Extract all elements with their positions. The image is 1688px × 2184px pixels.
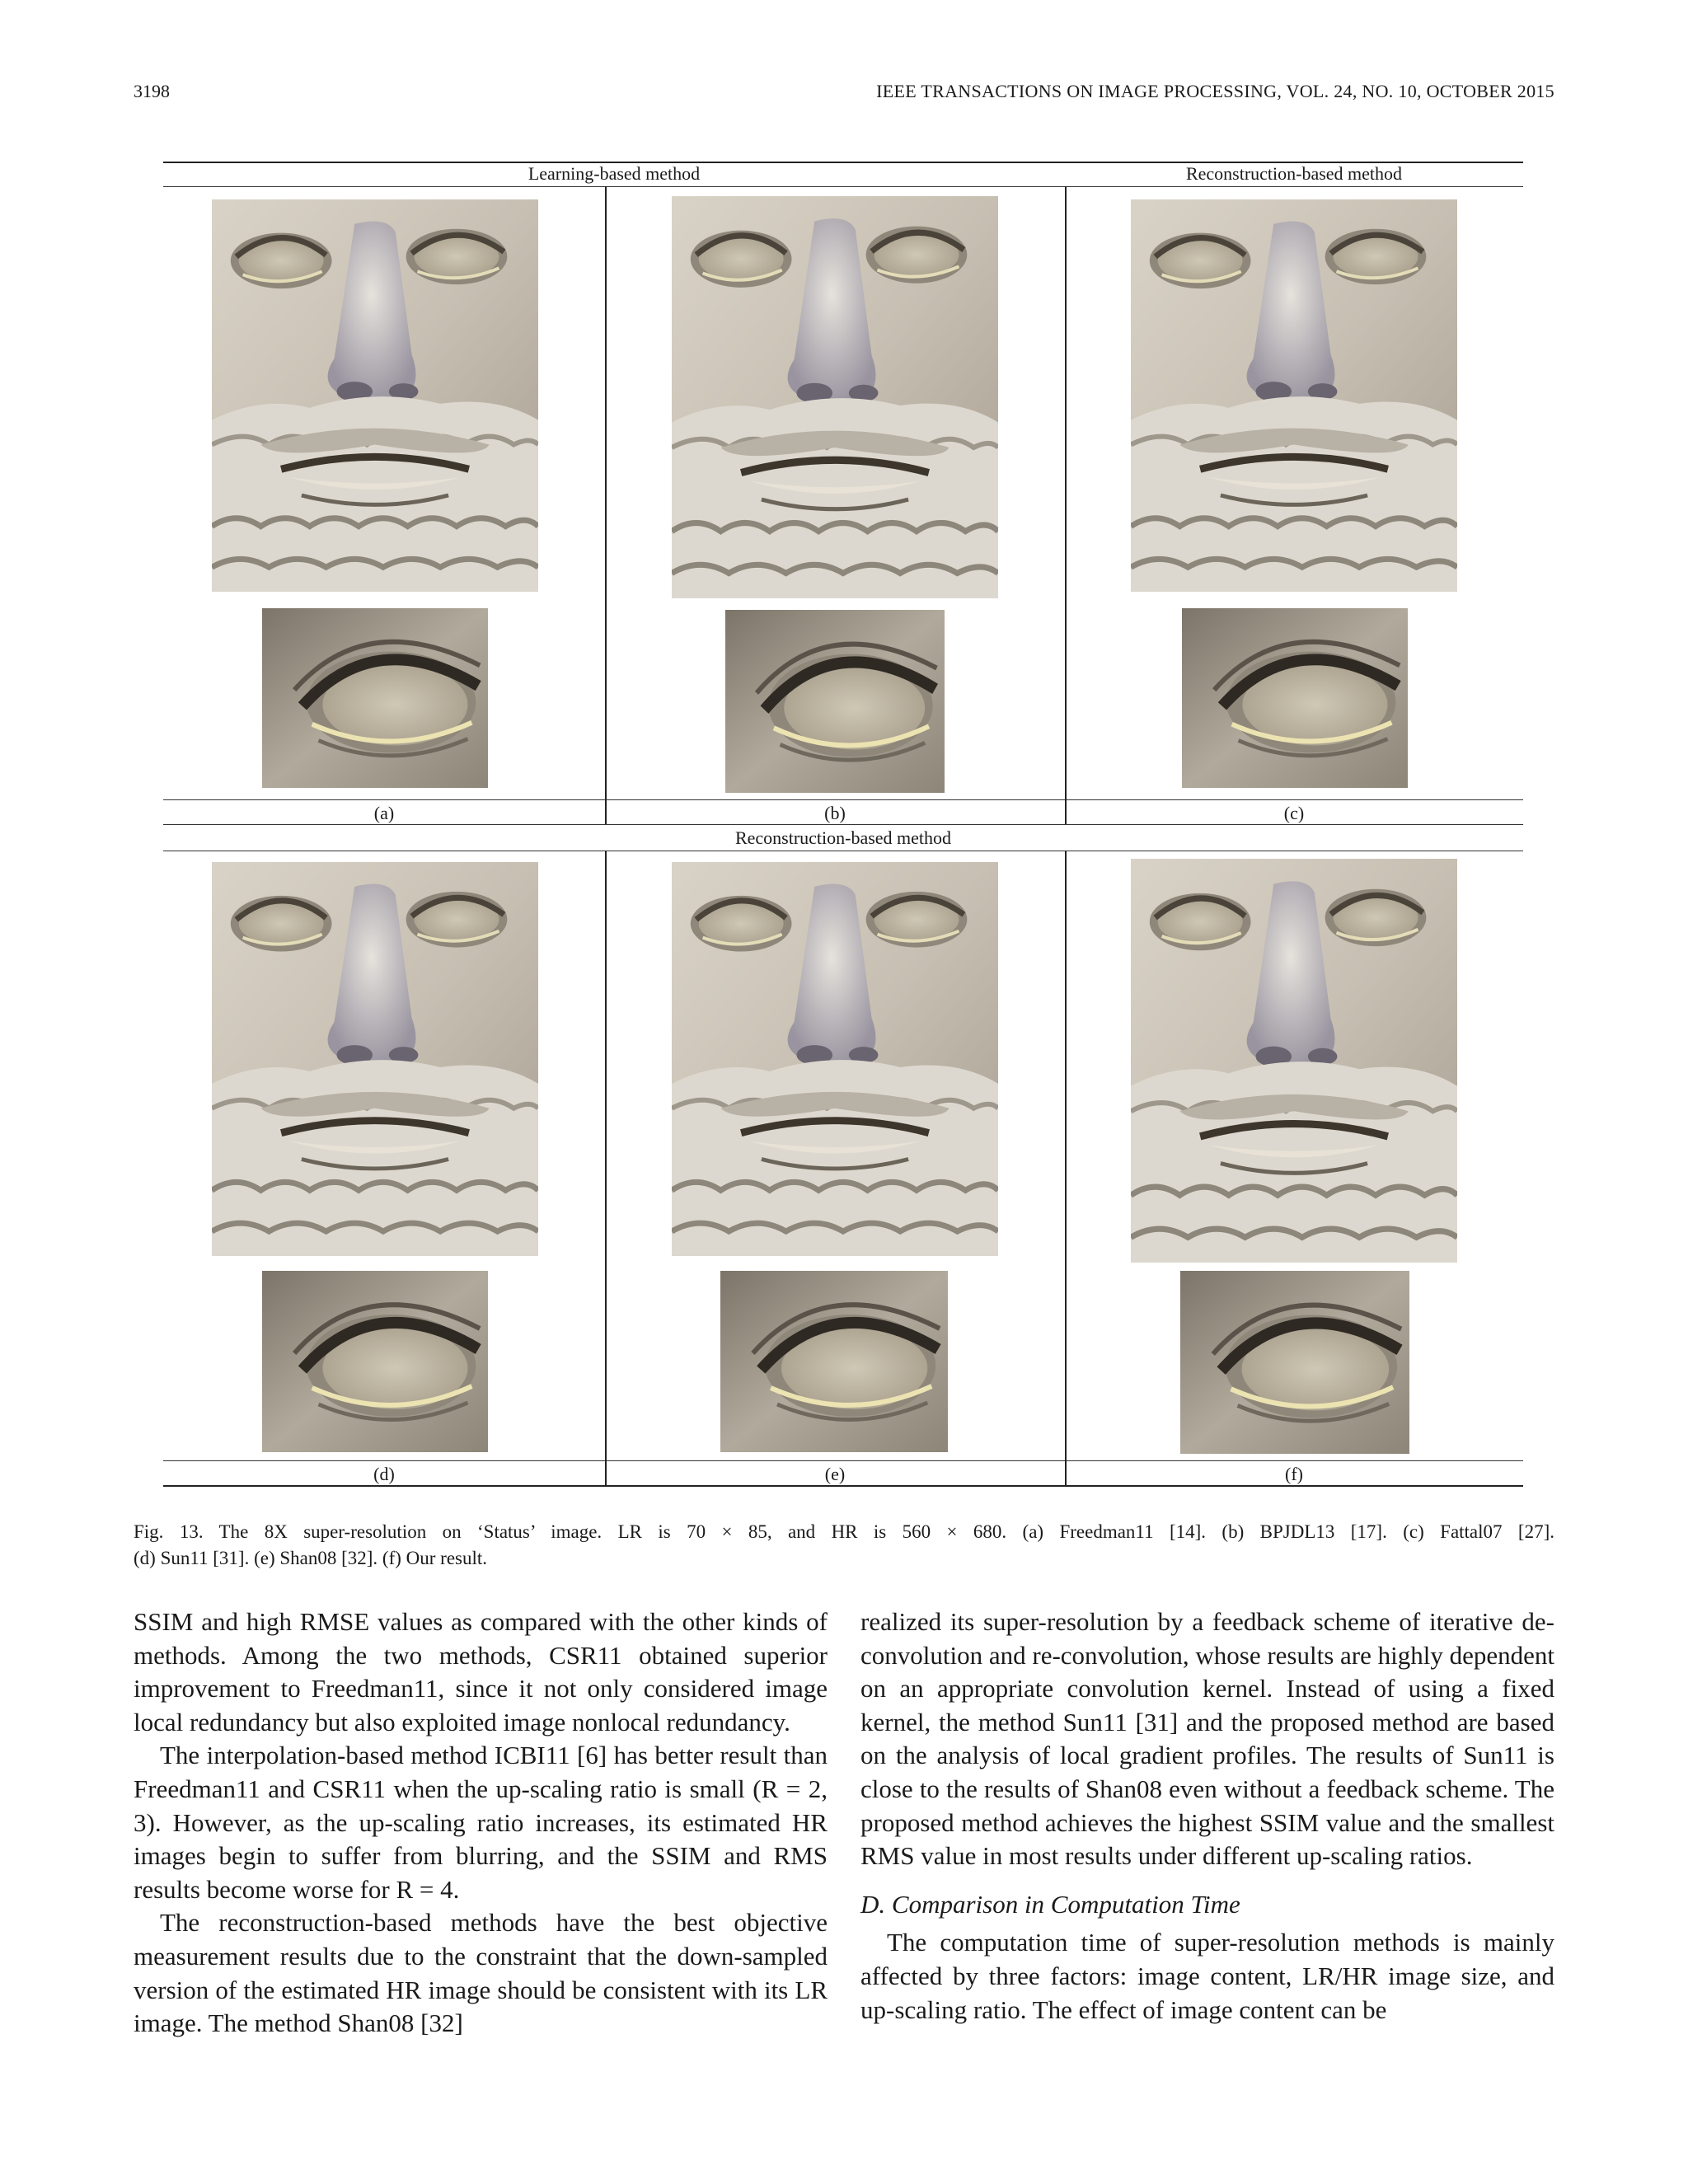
- journal-title: IEEE TRANSACTIONS ON IMAGE PROCESSING, VOL. 24, NO. 10, OCTOBER 2015: [876, 81, 1554, 101]
- paragraph: The reconstruction-based methods have the best objective measurement results due to the constraint that the down-sampled version of the estimated HR image should be consistent with its LR image. The method Shan08 [32]: [134, 1908, 828, 2038]
- face-image-b: [672, 196, 998, 598]
- face-image-f: [1131, 859, 1457, 1263]
- label-e: (e): [824, 1464, 846, 1484]
- eye-image-c: [1182, 608, 1408, 788]
- rule-labels-bottom-1: [163, 824, 1523, 825]
- col-divider-2: [1065, 186, 1067, 799]
- group-label-learning: Learning-based method: [528, 163, 701, 184]
- eye-image-b: [725, 610, 945, 793]
- label-a: (a): [373, 803, 395, 823]
- eye-image-f: [1180, 1271, 1409, 1454]
- eye-image-d: [262, 1271, 488, 1452]
- col-divider-4: [1065, 851, 1067, 1460]
- group-label-reconstruction-top: Reconstruction-based method: [1185, 163, 1403, 184]
- col-divider-1: [605, 186, 607, 799]
- caption-line-1: Fig. 13. The 8X super-resolution on ‘Status’ image. LR is 70 × 85, and HR is 560 × 680. (a) Freedman11 [14]. (b) BPJDL13 [17]. (c) Fattal07 [27].: [134, 1521, 1554, 1542]
- rule-labels-top-1: [163, 799, 1523, 800]
- eye-image-a: [262, 608, 488, 788]
- face-image-e: [672, 862, 998, 1256]
- label-divider-1: [605, 799, 607, 824]
- face-image-a: [212, 199, 538, 592]
- face-image-c: [1131, 199, 1457, 592]
- face-image-d: [212, 862, 538, 1256]
- label-f: (f): [1285, 1464, 1303, 1484]
- page-header: [134, 81, 1554, 109]
- paragraph: The interpolation-based method ICBI11 [6] has better result than Freedman11 and CSR11 when the up-scaling ratio is small (R = 2, 3). However, as the up-scaling ratio increases, its estimated HR images begin to suffer from blurring, and the SSIM and RMS results become worse for R = 4.: [134, 1741, 828, 1904]
- page-number: 3198: [134, 81, 170, 101]
- eye-image-e: [720, 1271, 948, 1452]
- col-divider-3: [605, 851, 607, 1460]
- rule-bottom: [163, 1485, 1523, 1487]
- caption-line-2: (d) Sun11 [31]. (e) Shan08 [32]. (f) Our result.: [134, 1548, 488, 1568]
- label-c: (c): [1283, 803, 1305, 823]
- section-heading: D. Comparison in Computation Time: [860, 1889, 1240, 1919]
- group-label-reconstruction-bottom: Reconstruction-based method: [734, 827, 952, 848]
- label-d: (d): [373, 1464, 395, 1484]
- label-divider-4: [1065, 1460, 1067, 1485]
- label-divider-3: [605, 1460, 607, 1485]
- right-column: [860, 1605, 1554, 2027]
- label-divider-2: [1065, 799, 1067, 824]
- rule-labels-top-2: [163, 1460, 1523, 1461]
- figure-caption: [134, 1519, 1554, 1572]
- figure-13: [163, 162, 1523, 1488]
- label-b: (b): [824, 803, 846, 823]
- paragraph: realized its super-resolution by a feedback scheme of iterative de-convolution and re-convolution, whose results are highly dependent on an appropriate convolution kernel. Instead of using a fixed kernel, the method Sun11 [31] and the proposed method are based on the analysis of local gradient profiles. The results of Sun11 is close to the results of Shan08 even without a feedback scheme. The proposed method achieves the highest SSIM value and the smallest RMS value in most results under different up-scaling ratios.: [860, 1607, 1554, 1871]
- rule-header-bottom: [163, 186, 1523, 187]
- left-column: [134, 1605, 828, 2041]
- paragraph: The computation time of super-resolution methods is mainly affected by three factors: image content, LR/HR image size, and up-scaling ratio. The effect of image content can be: [860, 1928, 1554, 2024]
- paragraph: SSIM and high RMSE values as compared with the other kinds of methods. Among the two methods, CSR11 obtained superior improvement to Freedman11, since it not only considered image local redundancy but also exploited image nonlocal redundancy.: [134, 1607, 828, 1736]
